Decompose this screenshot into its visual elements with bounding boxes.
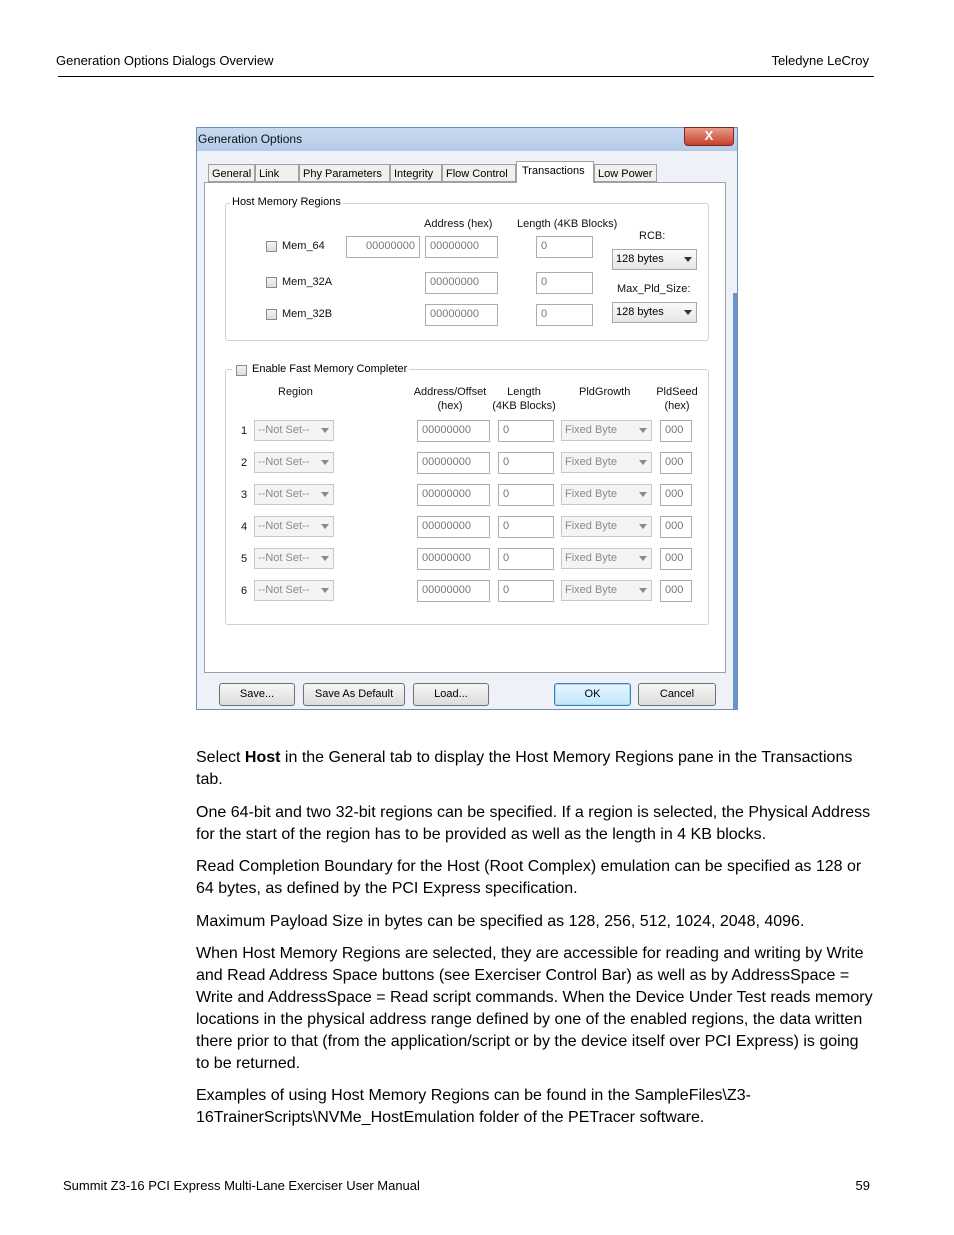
region-select[interactable] bbox=[254, 516, 334, 537]
pldseed-field[interactable]: 000 bbox=[660, 452, 692, 474]
mem32b-length-field[interactable]: 0 bbox=[536, 304, 593, 326]
dialog-titlebar bbox=[197, 128, 737, 151]
host-length-header: Length (4KB Blocks) bbox=[517, 218, 618, 230]
chevron-down-icon bbox=[684, 310, 692, 315]
chevron-down-icon bbox=[639, 492, 647, 497]
mem32b-checkbox[interactable] bbox=[266, 309, 277, 320]
mem32b-label: Mem_32B bbox=[282, 308, 333, 320]
mem64-address-high-field[interactable]: 00000000 bbox=[346, 236, 420, 258]
chevron-down-icon bbox=[321, 556, 329, 561]
chevron-down-icon bbox=[684, 257, 692, 262]
ok-button[interactable]: OK bbox=[554, 683, 631, 706]
cancel-button[interactable]: Cancel bbox=[638, 683, 716, 706]
fast-length-field[interactable]: 0 bbox=[498, 452, 554, 474]
fast-length-field[interactable]: 0 bbox=[498, 516, 554, 538]
paragraph-regions: One 64-bit and two 32-bit regions can be specified. If a region is selected, the Physical Address for the start of the region has to be provided as well as the length in 4 KB blocks. bbox=[196, 804, 871, 843]
address-offset-header-line2: (hex) bbox=[437, 400, 463, 412]
region-value: --Not Set-- bbox=[258, 488, 310, 500]
length-header bbox=[489, 385, 559, 413]
p1-pre: Select bbox=[196, 749, 245, 766]
mem32a-label: Mem_32A bbox=[282, 276, 333, 288]
pldgrowth-select[interactable] bbox=[561, 420, 652, 441]
p1-post: in the General tab to display the Host Memory Regions pane in the Transactions tab. bbox=[196, 749, 853, 788]
page-header-company: Teledyne LeCroy bbox=[771, 53, 869, 68]
chevron-down-icon bbox=[321, 524, 329, 529]
paragraph-examples: Examples of using Host Memory Regions can be found in the SampleFiles\Z3-16TrainerScripts\NVMe_HostEmulation folder of the PETracer software. bbox=[196, 1087, 751, 1126]
chevron-down-icon bbox=[321, 492, 329, 497]
pldseed-field[interactable]: 000 bbox=[660, 548, 692, 570]
mem32a-checkbox[interactable] bbox=[266, 277, 277, 288]
pldgrowth-select[interactable] bbox=[561, 548, 652, 569]
window-border-highlight bbox=[733, 293, 737, 709]
page-header-title: Generation Options Dialogs Overview bbox=[56, 53, 274, 68]
chevron-down-icon bbox=[639, 588, 647, 593]
transactions-panel bbox=[204, 182, 726, 673]
rcb-select[interactable] bbox=[612, 249, 697, 270]
region-value: --Not Set-- bbox=[258, 552, 310, 564]
pldgrowth-value: Fixed Byte bbox=[565, 584, 617, 596]
fast-address-field[interactable]: 00000000 bbox=[417, 516, 490, 538]
fast-address-field[interactable]: 00000000 bbox=[417, 420, 490, 442]
region-select[interactable] bbox=[254, 484, 334, 505]
p1-bold: Host bbox=[244, 749, 281, 766]
fast-length-field[interactable]: 0 bbox=[498, 548, 554, 570]
pldseed-header-line2: (hex) bbox=[664, 400, 690, 412]
enable-fast-memory-checkbox[interactable] bbox=[236, 365, 247, 376]
fast-address-field[interactable]: 00000000 bbox=[417, 580, 490, 602]
pldgrowth-select[interactable] bbox=[561, 484, 652, 505]
save-button[interactable]: Save... bbox=[219, 683, 295, 706]
pldgrowth-select[interactable] bbox=[561, 452, 652, 473]
chevron-down-icon bbox=[321, 460, 329, 465]
chevron-down-icon bbox=[639, 556, 647, 561]
chevron-down-icon bbox=[639, 460, 647, 465]
chevron-down-icon bbox=[321, 428, 329, 433]
close-button[interactable] bbox=[684, 127, 734, 146]
region-select[interactable] bbox=[254, 452, 334, 473]
region-select[interactable] bbox=[254, 580, 334, 601]
mem64-length-field[interactable]: 0 bbox=[536, 236, 593, 258]
tab-low-power[interactable]: Low Power bbox=[594, 164, 657, 182]
pldgrowth-select[interactable] bbox=[561, 516, 652, 537]
rcb-label: RCB: bbox=[639, 230, 666, 242]
close-icon: X bbox=[704, 128, 714, 143]
dialog-title: Generation Options bbox=[198, 132, 303, 146]
pldgrowth-value: Fixed Byte bbox=[565, 552, 617, 564]
fast-length-field[interactable]: 0 bbox=[498, 484, 554, 506]
paragraph-access: When Host Memory Regions are selected, they are accessible for reading and writing by Write and Read Address Space buttons (see Exerciser Control Bar) as well as by AddressSpace = Write and AddressSpace = Read script commands. When the Device Under Test reads memory locations in the physical address range defined by one of the enabled regions, the data written there prior to that (from the application/script or by the device itself over PCI Express) is going to be returned. bbox=[196, 945, 873, 1072]
pldgrowth-header: PldGrowth bbox=[579, 386, 631, 398]
region-header: Region bbox=[278, 386, 313, 398]
tab-transactions[interactable]: Transactions bbox=[516, 161, 594, 183]
mem32a-length-field[interactable]: 0 bbox=[536, 272, 593, 294]
region-value: --Not Set-- bbox=[258, 520, 310, 532]
generation-options-dialog bbox=[196, 127, 738, 710]
region-value: --Not Set-- bbox=[258, 424, 310, 436]
fast-address-field[interactable]: 00000000 bbox=[417, 452, 490, 474]
address-offset-header bbox=[405, 385, 495, 413]
mem64-label: Mem_64 bbox=[282, 240, 325, 252]
paragraph-max-payload: Maximum Payload Size in bytes can be specified as 128, 256, 512, 1024, 2048, 4096. bbox=[196, 913, 805, 930]
pldseed-field[interactable]: 000 bbox=[660, 580, 692, 602]
pldseed-field[interactable]: 000 bbox=[660, 516, 692, 538]
max-pld-size-value: 128 bytes bbox=[616, 306, 664, 318]
region-value: --Not Set-- bbox=[258, 456, 310, 468]
paragraph-select-host bbox=[196, 747, 876, 791]
mem32b-address-field[interactable]: 00000000 bbox=[425, 304, 498, 326]
pldseed-header bbox=[649, 385, 705, 413]
host-memory-legend: Host Memory Regions bbox=[232, 196, 341, 208]
pldseed-field[interactable]: 000 bbox=[660, 484, 692, 506]
host-address-header: Address (hex) bbox=[424, 218, 493, 230]
chevron-down-icon bbox=[321, 588, 329, 593]
tab-phy-parameters[interactable]: Phy Parameters bbox=[299, 164, 390, 182]
row-number: 6 bbox=[241, 585, 248, 597]
tab-link[interactable]: Link bbox=[255, 164, 299, 182]
fast-length-field[interactable]: 0 bbox=[498, 420, 554, 442]
pldgrowth-value: Fixed Byte bbox=[565, 456, 617, 468]
max-pld-size-select[interactable] bbox=[612, 302, 697, 323]
paragraph-rcb: Read Completion Boundary for the Host (Root Complex) emulation can be specified as 128 or 64 bytes, as defined by the PCI Express specification. bbox=[196, 858, 862, 897]
tab-integrity[interactable]: Integrity bbox=[390, 164, 442, 182]
mem64-address-field[interactable]: 00000000 bbox=[425, 236, 498, 258]
length-header-line1: Length bbox=[507, 386, 541, 398]
row-number: 1 bbox=[241, 425, 248, 437]
max-pld-size-label: Max_Pld_Size: bbox=[617, 283, 691, 295]
fast-address-field[interactable]: 00000000 bbox=[417, 548, 490, 570]
pldgrowth-value: Fixed Byte bbox=[565, 424, 617, 436]
footer-manual-title: Summit Z3-16 PCI Express Multi-Lane Exerciser User Manual bbox=[63, 1178, 420, 1193]
address-offset-header-line1: Address/Offset bbox=[413, 386, 487, 398]
region-value: --Not Set-- bbox=[258, 584, 310, 596]
tab-flow-control[interactable]: Flow Control bbox=[442, 164, 516, 182]
pldgrowth-value: Fixed Byte bbox=[565, 488, 617, 500]
fast-address-field[interactable]: 00000000 bbox=[417, 484, 490, 506]
load-button[interactable]: Load... bbox=[413, 683, 489, 706]
region-select[interactable] bbox=[254, 548, 334, 569]
length-header-line2: (4KB Blocks) bbox=[492, 400, 556, 412]
header-rule bbox=[58, 76, 874, 77]
pldgrowth-value: Fixed Byte bbox=[565, 520, 617, 532]
save-as-default-button[interactable]: Save As Default bbox=[303, 683, 405, 706]
pldseed-header-line1: PldSeed bbox=[656, 386, 698, 398]
rcb-value: 128 bytes bbox=[616, 253, 664, 265]
row-number: 3 bbox=[241, 489, 248, 501]
mem64-checkbox[interactable] bbox=[266, 241, 277, 252]
chevron-down-icon bbox=[639, 524, 647, 529]
chevron-down-icon bbox=[639, 428, 647, 433]
row-number: 4 bbox=[241, 521, 248, 533]
page-number: 59 bbox=[855, 1178, 870, 1193]
pldgrowth-select[interactable] bbox=[561, 580, 652, 601]
row-number: 5 bbox=[241, 553, 248, 565]
pldseed-field[interactable]: 000 bbox=[660, 420, 692, 442]
fast-length-field[interactable]: 0 bbox=[498, 580, 554, 602]
row-number: 2 bbox=[241, 457, 248, 469]
fast-memory-legend: Enable Fast Memory Completer bbox=[232, 363, 409, 375]
mem32a-address-field[interactable]: 00000000 bbox=[425, 272, 498, 294]
tab-general[interactable]: General bbox=[208, 164, 255, 182]
region-select[interactable] bbox=[254, 420, 334, 441]
